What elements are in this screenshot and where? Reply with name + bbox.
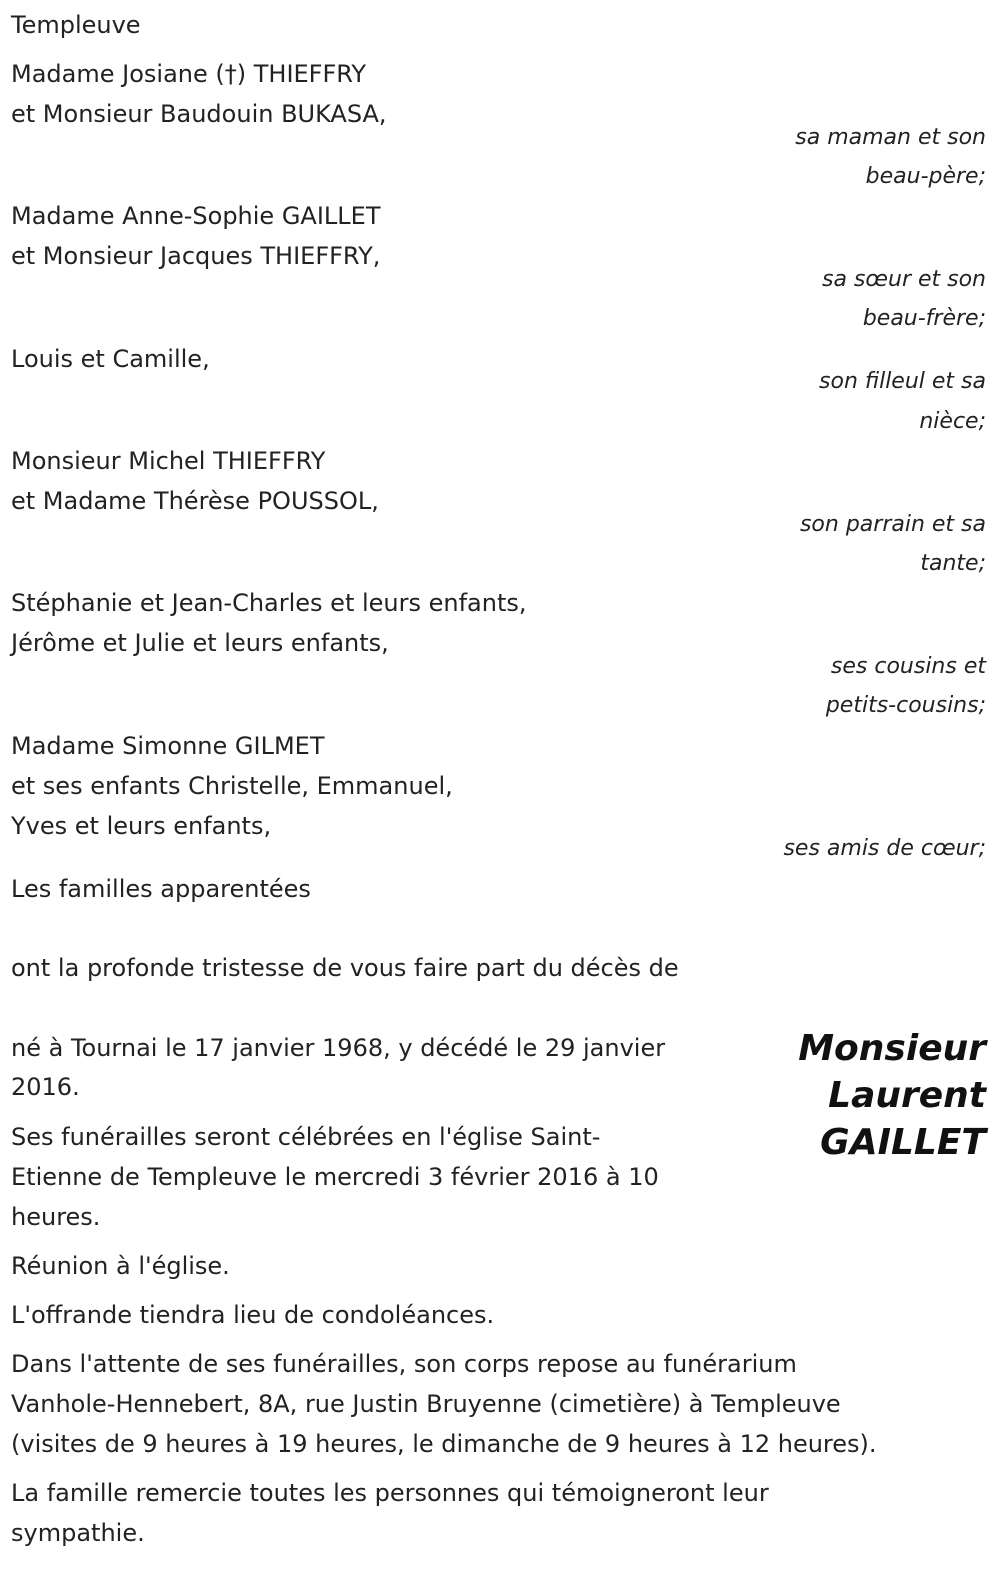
body-line: La famille remercie toutes les personnes qui témoigneront leur bbox=[11, 1479, 769, 1507]
body-line: Vanhole-Hennebert, 8A, rue Justin Bruyenne (cimetière) à Templeuve bbox=[11, 1390, 841, 1418]
relation-line: sa maman et son bbox=[795, 125, 986, 150]
relation-line: sa sœur et son bbox=[821, 267, 986, 292]
body-line: né à Tournai le 17 janvier 1968, y décédé le 29 janvier bbox=[11, 1034, 666, 1062]
families-line: Les familles apparentées bbox=[11, 875, 311, 903]
family-name-line: et ses enfants Christelle, Emmanuel, bbox=[11, 772, 453, 800]
family-name-line: et Madame Thérèse POUSSOL, bbox=[11, 487, 379, 515]
family-name-line: Jérôme et Julie et leurs enfants, bbox=[11, 629, 389, 657]
relation-line: ses cousins et bbox=[830, 654, 986, 679]
deceased-name bbox=[798, 1025, 986, 1166]
deceased-title: Monsieur bbox=[798, 1028, 986, 1069]
family-name-line: et Monsieur Baudouin BUKASA, bbox=[11, 100, 387, 128]
meeting-paragraph: Réunion à l'église. bbox=[11, 1252, 230, 1280]
relation-line: son filleul et sa bbox=[819, 369, 986, 394]
relation-line: beau-frère; bbox=[862, 306, 986, 331]
body-line: 2016. bbox=[11, 1073, 80, 1101]
relation-line: tante; bbox=[920, 551, 986, 576]
body-line: Etienne de Templeuve le mercredi 3 février 2016 à 10 bbox=[11, 1163, 659, 1191]
family-name-line: et Monsieur Jacques THIEFFRY, bbox=[11, 242, 381, 270]
relation-line: ses amis de cœur; bbox=[783, 836, 986, 861]
body-line: heures. bbox=[11, 1203, 101, 1231]
relation-line: beau-père; bbox=[865, 164, 986, 189]
body-line: Dans l'attente de ses funérailles, son corps repose au funérarium bbox=[11, 1350, 797, 1378]
family-name-line: Madame Josiane (†) THIEFFRY bbox=[11, 60, 367, 88]
city-heading: Templeuve bbox=[11, 11, 141, 39]
body-line: sympathie. bbox=[11, 1519, 145, 1547]
body-line: Ses funérailles seront célébrées en l'église Saint- bbox=[11, 1123, 601, 1151]
relation-line: petits-cousins; bbox=[825, 693, 986, 718]
body-line: (visites de 9 heures à 19 heures, le dimanche de 9 heures à 12 heures). bbox=[11, 1430, 877, 1458]
deceased-first-name: Laurent bbox=[828, 1075, 986, 1116]
family-name-line: Madame Simonne GILMET bbox=[11, 732, 325, 760]
announcement-line: ont la profonde tristesse de vous faire part du décès de bbox=[11, 954, 679, 982]
family-name-line: Yves et leurs enfants, bbox=[11, 812, 272, 840]
deceased-last-name: GAILLET bbox=[820, 1122, 986, 1163]
family-name-line: Louis et Camille, bbox=[11, 345, 210, 373]
family-name-line: Stéphanie et Jean-Charles et leurs enfants, bbox=[11, 589, 527, 617]
relation-line: son parrain et sa bbox=[799, 512, 986, 537]
family-name-line: Madame Anne-Sophie GAILLET bbox=[11, 202, 381, 230]
family-name-line: Monsieur Michel THIEFFRY bbox=[11, 447, 326, 475]
offering-paragraph: L'offrande tiendra lieu de condoléances. bbox=[11, 1301, 495, 1329]
relation-line: nièce; bbox=[919, 409, 986, 434]
